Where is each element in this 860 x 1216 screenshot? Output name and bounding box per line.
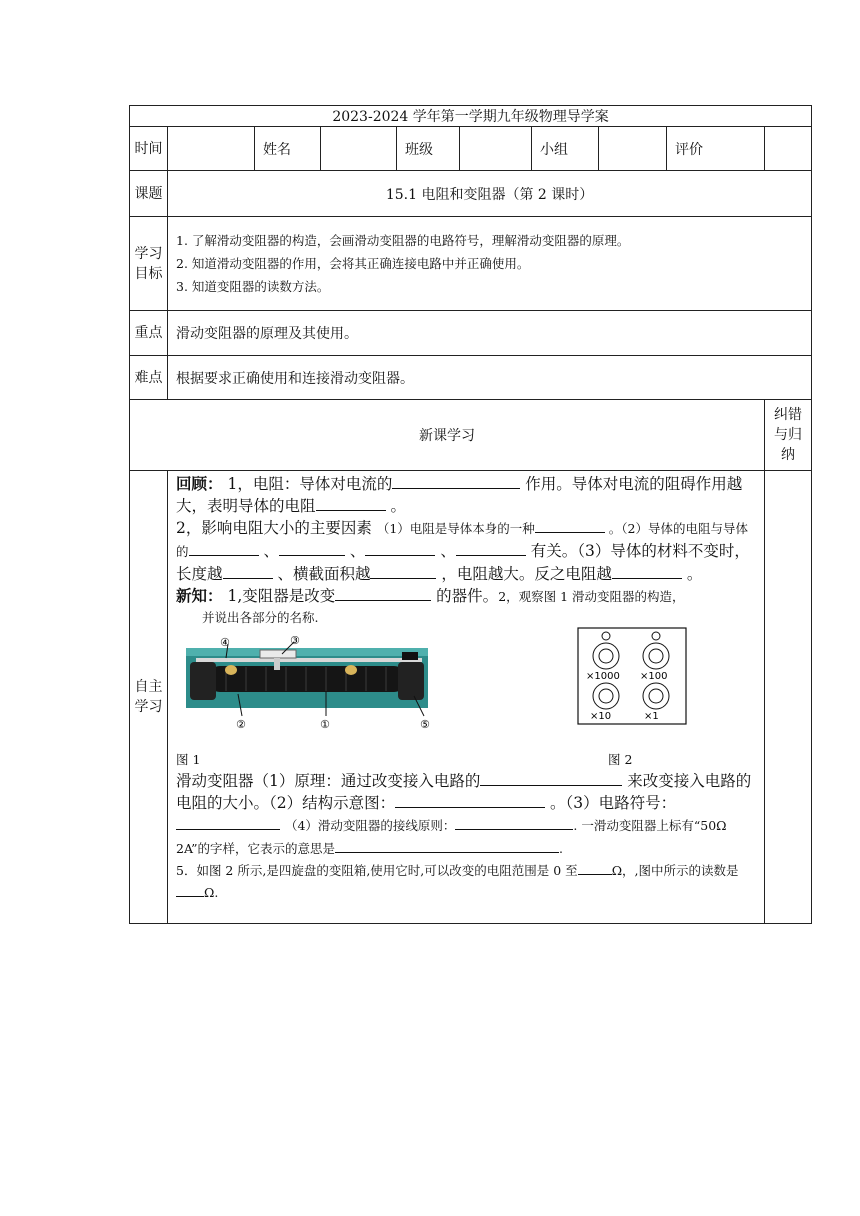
blank[interactable] — [480, 771, 622, 786]
blank[interactable] — [395, 793, 545, 808]
new-lesson-title: 新课学习 — [130, 400, 765, 471]
figure-row — [176, 626, 756, 750]
goals-label: 学习目标 — [130, 217, 168, 311]
difficulty-label: 难点 — [130, 356, 168, 400]
blank[interactable] — [176, 815, 280, 830]
blank[interactable] — [455, 815, 573, 830]
fig1-mark: ④ — [220, 636, 230, 649]
blank[interactable] — [316, 496, 386, 511]
name-value[interactable] — [321, 127, 397, 171]
blank[interactable] — [335, 838, 559, 853]
time-value[interactable] — [168, 127, 255, 171]
group-label: 小组 — [532, 127, 599, 171]
blank[interactable] — [535, 518, 605, 533]
goal-item: 1. 了解滑动变阻器的构造，会画滑动变阻器的电路符号，理解滑动变阻器的原理。 — [176, 233, 630, 248]
eval-label: 评价 — [667, 127, 765, 171]
figure-captions — [176, 750, 756, 770]
subject-value: 15.1 电阻和变阻器（第 2 课时） — [168, 171, 812, 217]
subject-label: 课题 — [130, 171, 168, 217]
dial-multiplier: ×1000 — [586, 671, 620, 682]
blank[interactable] — [578, 860, 612, 875]
dial-multiplier: ×100 — [640, 671, 668, 682]
fig1-mark: ② — [236, 718, 246, 731]
eval-value[interactable] — [765, 127, 812, 171]
review-label: 回顾： — [176, 474, 223, 493]
name-label: 姓名 — [255, 127, 321, 171]
dial-multiplier: ×1 — [644, 711, 659, 722]
fig2-caption: 图 2 — [608, 752, 633, 767]
blank[interactable] — [176, 882, 204, 897]
key-point-label: 重点 — [130, 311, 168, 356]
correction-column-header: 纠错与归纳 — [765, 400, 812, 471]
blank[interactable] — [279, 541, 345, 556]
self-study-label: 自主学习 — [130, 471, 168, 924]
class-value[interactable] — [460, 127, 532, 171]
blank[interactable] — [189, 541, 259, 556]
blank[interactable] — [612, 564, 682, 579]
key-point-value: 滑动变阻器的原理及其使用。 — [168, 311, 812, 356]
difficulty-value: 根据要求正确使用和连接滑动变阻器。 — [168, 356, 812, 400]
goals-list — [168, 217, 812, 311]
fig1-mark: ① — [320, 718, 330, 731]
worksheet-title: 2023-2024 学年第一学期九年级物理导学案 — [130, 106, 812, 127]
goal-item: 3. 知道变阻器的读数方法。 — [176, 279, 330, 294]
blank[interactable] — [456, 541, 526, 556]
goal-item: 2. 知道滑动变阻器的作用，会将其正确连接电路中并正确使用。 — [176, 256, 530, 271]
fig1-caption: 图 1 — [176, 752, 201, 767]
fig1-mark: ⑤ — [420, 718, 430, 731]
blank[interactable] — [392, 474, 520, 489]
group-value[interactable] — [599, 127, 667, 171]
class-label: 班级 — [397, 127, 460, 171]
correction-column[interactable] — [765, 471, 812, 924]
new-knowledge-label: 新知： — [176, 586, 223, 605]
resistance-box-image — [576, 626, 688, 726]
blank[interactable] — [335, 586, 431, 601]
blank[interactable] — [223, 564, 273, 579]
fig1-mark: ③ — [290, 636, 300, 647]
time-label: 时间 — [130, 127, 168, 171]
blank[interactable] — [370, 564, 436, 579]
blank[interactable] — [365, 541, 435, 556]
self-study-content: 回顾： 1，电阻：导体对电流的 作用。导体对电流的阻碍作用越大，表明导体的电阻 。 2，影响电阻大小的主要因素 （1）电阻是导体本身的一种 。（2）导体的电阻与导体的 、 、 、 有关。（3）导体的材料不变时，长度越 、横截面积越 ，电阻越大。反之电阻越 。 新知： 1,变阻器是改变 的器件。2，观察图 1 滑动变阻器的构造， 并说出各部分的名称. ④ ③ ② ① ⑤ ×1000 ×100 ×10 ×1 图 1 图 2 滑动变阻器（1）原理：通过改变接入电路的 来改变接入电路的电阻的大小。（2）结构示意图： 。（3）电路符号： （4）滑动变阻器的接线原则： . 一滑动变阻器上标有“50Ω 2A”的字样，它表示的意思是 . 5．如图 2 所示,是四旋盘的变阻箱,使用它时,可以改变的电阻范围是 0 至 Ω，,图中所示的读数是Ω. — [168, 471, 765, 924]
slide-rheostat-image — [186, 636, 436, 732]
worksheet-table — [129, 105, 812, 924]
dial-multiplier: ×10 — [590, 711, 612, 722]
